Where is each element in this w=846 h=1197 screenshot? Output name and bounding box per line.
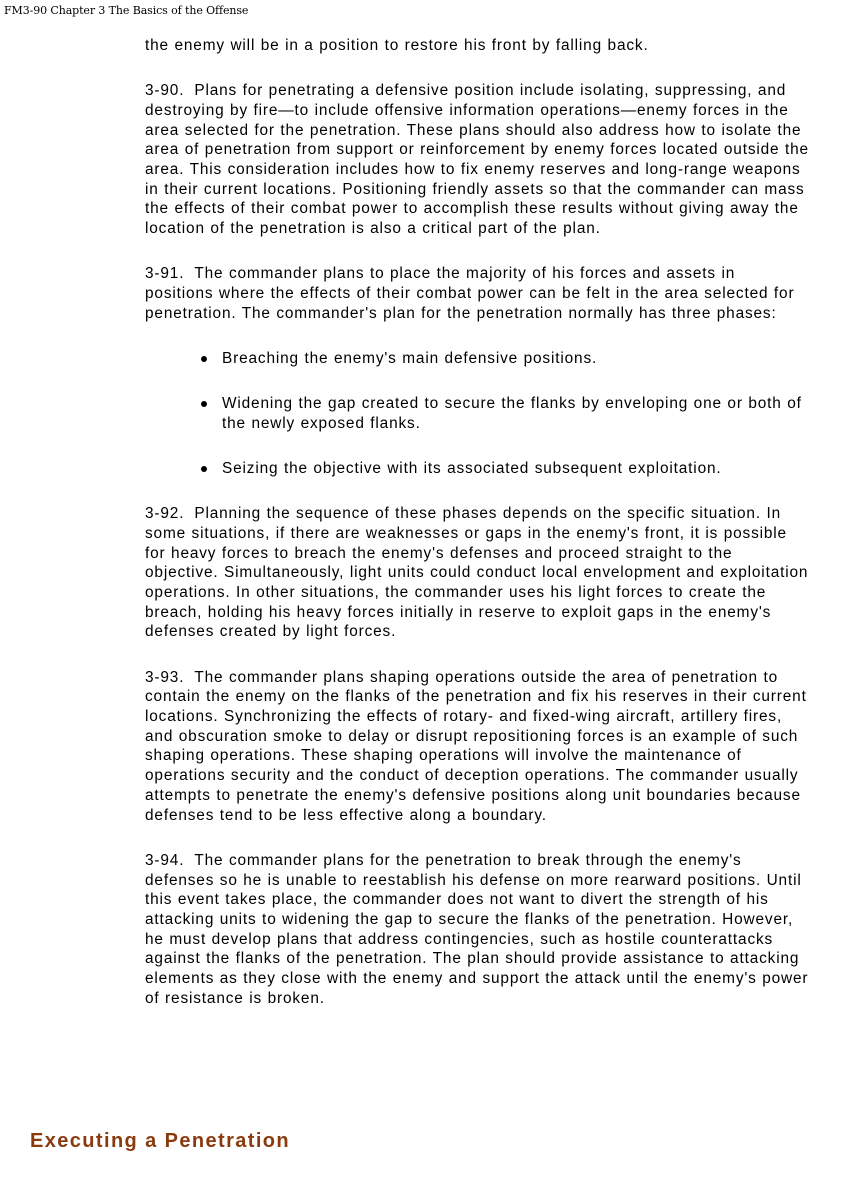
paragraph-number: 3-92.: [145, 505, 185, 523]
list-item: [222, 394, 809, 433]
section-heading: Executing a Penetration: [30, 1129, 291, 1152]
list-item-text: Seizing the objective with its associated subsequent exploitation.: [222, 460, 722, 478]
paragraph-text: Planning the sequence of these phases depends on the specific situation. In some situations, if there are weaknesses or gaps in the enemy's front, it is possible for heavy forces to breach the enemy's defenses and proceed straight to the objective. Simultaneously, light units could conduct local envelopment and exploitation operations. In other situations, the commander uses his light forces to create the breach, holding his heavy forces initially in reserve to exploit gaps in the enemy's defenses created by light forces.: [145, 505, 809, 641]
paragraph-number: 3-94.: [145, 851, 185, 869]
phase-list: [145, 349, 809, 479]
paragraph-text: Plans for penetrating a defensive position include isolating, suppressing, and destroying by fire—to include offensive information operations—enemy forces in the area selected for the penetration. These plans should also address how to isolate the area of penetration from support or reinforcement by enemy forces located outside the area. This consideration includes how to fix enemy reserves and long-range weapons in their current locations. Positioning friendly assets so that the commander can mass the effects of their combat power to accomplish these results without giving away the location of the penetration is also a critical part of the plan.: [145, 82, 809, 238]
list-item-text: Widening the gap created to secure the flanks by enveloping one or both of the newly exposed flanks.: [222, 395, 802, 432]
paragraph-3-91: [145, 264, 809, 323]
bullet-icon: [201, 466, 207, 472]
paragraph-number: 3-90.: [145, 82, 185, 100]
paragraph-3-94: [145, 851, 809, 1009]
bullet-icon: [201, 401, 207, 407]
running-header: FM3-90 Chapter 3 The Basics of the Offense: [4, 4, 249, 17]
paragraph-text: The commander plans shaping operations outside the area of penetration to contain the enemy on the flanks of the penetration and fix his reserves in their current locations. Synchronizing the effects of rotary- and fixed-wing aircraft, artillery fires, and obscuration smoke to delay or disrupt repositioning forces is an example of such shaping operations. These shaping operations will involve the maintenance of operations security and the conduct of deception operations. The commander usually attempts to penetrate the enemy's defensive positions along unit boundaries because defenses tend to be less effective along a boundary.: [145, 668, 807, 824]
paragraph-text: The commander plans to place the majority of his forces and assets in positions where the effects of their combat power can be felt in the area selected for penetration. The commander's plan for the penetration normally has three phases:: [145, 265, 795, 322]
list-item: [222, 459, 809, 479]
list-item: [222, 349, 809, 369]
paragraph-number: 3-91.: [145, 265, 185, 283]
paragraph-number: 3-93.: [145, 668, 185, 686]
list-item-text: Breaching the enemy's main defensive positions.: [222, 349, 598, 367]
paragraph-3-92: [145, 504, 809, 642]
paragraph-text: The commander plans for the penetration to break through the enemy's defenses so he is unable to reestablish his defense on more rearward positions. Until this event takes place, the commander does not want to divert the strength of his attacking units to widening the gap to secure the flanks of the penetration. However, he must develop plans that address contingencies, such as hostile counterattacks against the flanks of the penetration. The plan should provide assistance to attacking elements as they close with the enemy and support the attack until the enemy's power of resistance is broken.: [145, 851, 809, 1007]
paragraph-3-90: [145, 81, 809, 239]
document-body: [145, 36, 809, 1034]
paragraph-3-93: [145, 668, 809, 826]
continuation-text: the enemy will be in a position to restore his front by falling back.: [145, 37, 649, 54]
bullet-icon: [201, 356, 207, 362]
